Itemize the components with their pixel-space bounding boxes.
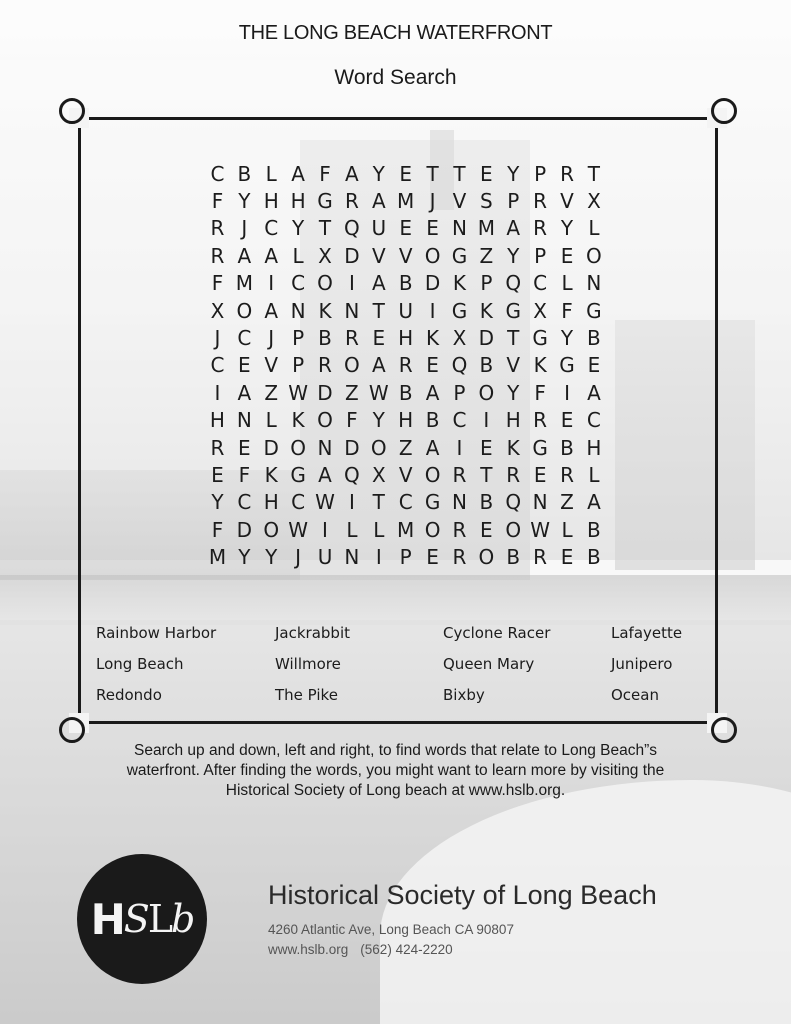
- grid-letter: E: [238, 353, 251, 378]
- grid-letter: O: [424, 462, 441, 487]
- grid-letter: B: [560, 435, 574, 460]
- word-search-grid: [204, 160, 607, 571]
- grid-letter: W: [288, 380, 308, 405]
- grid-row: [204, 270, 607, 297]
- org-website-link[interactable]: www.hslb.org: [268, 942, 349, 957]
- grid-letter: X: [452, 326, 467, 351]
- grid-letter: K: [318, 298, 332, 323]
- grid-letter: T: [372, 298, 385, 323]
- word-list-item: Long Beach: [96, 655, 184, 673]
- frame-corner: [707, 713, 727, 733]
- grid-letter: G: [532, 435, 548, 460]
- grid-letter: A: [425, 380, 440, 405]
- grid-letter: L: [292, 243, 304, 268]
- grid-letter: R: [506, 462, 521, 487]
- grid-letter: D: [317, 380, 333, 405]
- word-list-item: Queen Mary: [443, 655, 535, 673]
- grid-letter: E: [238, 435, 251, 460]
- frame-corner: [707, 108, 727, 128]
- grid-letter: P: [453, 380, 466, 405]
- grid-letter: R: [452, 545, 467, 570]
- grid-letter: K: [533, 353, 547, 378]
- grid-letter: R: [344, 326, 359, 351]
- grid-letter: O: [344, 353, 360, 378]
- grid-letter: E: [211, 462, 224, 487]
- grid-letter: O: [505, 517, 522, 542]
- grid-letter: J: [268, 326, 275, 351]
- grid-letter: Y: [238, 189, 251, 214]
- grid-letter: K: [479, 298, 493, 323]
- grid-letter: G: [451, 298, 468, 323]
- grid-letter: E: [426, 545, 439, 570]
- grid-letter: G: [505, 298, 521, 323]
- grid-letter: E: [372, 326, 386, 351]
- word-list-item: Rainbow Harbor: [96, 624, 217, 642]
- grid-letter: B: [479, 353, 494, 378]
- grid-letter: L: [265, 408, 277, 433]
- grid-letter: I: [429, 298, 436, 323]
- grid-letter: M: [477, 216, 495, 241]
- grid-letter: P: [507, 189, 520, 214]
- grid-letter: R: [452, 462, 467, 487]
- grid-letter: F: [319, 161, 331, 186]
- grid-letter: Y: [238, 545, 251, 570]
- grid-letter: E: [426, 353, 439, 378]
- grid-letter: T: [426, 161, 439, 186]
- grid-letter: D: [263, 435, 279, 460]
- grid-letter: Z: [398, 435, 413, 460]
- grid-letter: Q: [505, 271, 522, 296]
- org-address: 4260 Atlantic Ave, Long Beach CA 90807: [268, 922, 514, 937]
- grid-letter: Y: [507, 161, 520, 186]
- grid-letter: X: [318, 243, 332, 268]
- grid-letter: K: [291, 408, 305, 433]
- grid-letter: O: [236, 298, 253, 323]
- grid-letter: B: [587, 545, 601, 570]
- word-list-item: Lafayette: [611, 624, 683, 642]
- grid-letter: O: [478, 545, 495, 570]
- grid-letter: Y: [560, 216, 574, 241]
- grid-letter: P: [292, 353, 305, 378]
- grid-letter: N: [344, 545, 360, 570]
- grid-letter: Y: [372, 161, 385, 186]
- instructions-line: waterfront. After finding the words, you might want to learn more by visiting the: [126, 762, 665, 779]
- grid-letter: J: [295, 545, 302, 570]
- instructions-text: [40, 741, 751, 801]
- grid-row: [204, 379, 607, 406]
- word-list-item: Ocean: [611, 686, 659, 704]
- grid-letter: R: [210, 435, 225, 460]
- grid-letter: C: [291, 271, 306, 296]
- grid-letter: D: [478, 326, 495, 351]
- grid-letter: U: [398, 298, 413, 323]
- grid-letter: A: [371, 189, 386, 214]
- grid-letter: L: [346, 517, 358, 542]
- grid-letter: N: [236, 408, 252, 433]
- grid-letter: R: [210, 216, 225, 241]
- grid-letter: L: [588, 462, 600, 487]
- grid-letter: X: [533, 298, 547, 323]
- grid-letter: E: [560, 545, 574, 570]
- grid-letter: A: [425, 435, 440, 460]
- grid-letter: M: [397, 517, 415, 542]
- grid-letter: O: [317, 271, 333, 296]
- grid-letter: E: [560, 408, 574, 433]
- grid-letter: E: [480, 435, 493, 460]
- page-title: THE LONG BEACH WATERFRONT: [238, 22, 553, 44]
- grid-letter: L: [588, 216, 600, 241]
- grid-letter: V: [560, 189, 574, 214]
- grid-letter: R: [533, 408, 548, 433]
- grid-row: [204, 324, 607, 351]
- grid-letter: N: [290, 298, 306, 323]
- grid-letter: Q: [505, 490, 522, 515]
- grid-row: [204, 489, 607, 516]
- grid-letter: B: [587, 517, 601, 542]
- grid-letter: B: [587, 326, 601, 351]
- grid-row: [204, 242, 607, 269]
- grid-letter: P: [480, 271, 493, 296]
- grid-letter: Y: [507, 380, 520, 405]
- grid-letter: N: [451, 490, 467, 515]
- grid-letter: X: [587, 189, 601, 214]
- grid-letter: W: [530, 517, 551, 542]
- logo-letter: S: [123, 897, 148, 941]
- word-list-item: Cyclone Racer: [443, 624, 551, 642]
- grid-letter: C: [210, 353, 225, 378]
- page-subtitle: Word Search: [334, 66, 457, 89]
- grid-letter: Q: [344, 462, 360, 487]
- grid-letter: K: [452, 271, 467, 296]
- grid-letter: T: [318, 216, 332, 241]
- word-list-item: Redondo: [96, 686, 162, 704]
- grid-letter: C: [237, 326, 252, 351]
- grid-letter: I: [564, 380, 570, 405]
- grid-letter: E: [587, 353, 601, 378]
- grid-letter: T: [453, 161, 466, 186]
- grid-letter: Z: [264, 380, 279, 405]
- grid-letter: A: [345, 161, 359, 186]
- grid-letter: Y: [265, 545, 278, 570]
- grid-letter: O: [586, 243, 602, 268]
- grid-letter: C: [533, 271, 548, 296]
- grid-letter: I: [348, 271, 355, 296]
- frame-corner: [69, 108, 89, 128]
- grid-letter: I: [348, 490, 355, 515]
- grid-letter: Z: [345, 380, 359, 405]
- instructions-line: Search up and down, left and right, to find words that relate to Long Beach”s: [133, 742, 658, 759]
- grid-letter: G: [451, 243, 468, 268]
- grid-letter: T: [587, 161, 601, 186]
- grid-letter: H: [398, 326, 414, 351]
- grid-letter: H: [263, 490, 279, 515]
- logo-letter: L: [147, 897, 172, 941]
- grid-letter: F: [534, 380, 546, 405]
- grid-letter: W: [288, 517, 308, 542]
- grid-letter: A: [371, 271, 386, 296]
- grid-letter: R: [210, 243, 225, 268]
- grid-letter: P: [399, 545, 412, 570]
- grid-letter: C: [264, 216, 279, 241]
- grid-letter: M: [397, 189, 415, 214]
- frame-corner: [69, 713, 89, 733]
- grid-letter: T: [480, 462, 493, 487]
- grid-letter: R: [533, 545, 548, 570]
- word-list-item: Jackrabbit: [275, 624, 350, 642]
- grid-letter: H: [398, 408, 414, 433]
- grid-letter: Q: [451, 353, 468, 378]
- grid-letter: F: [346, 408, 358, 433]
- grid-row: [204, 461, 607, 488]
- grid-letter: F: [238, 462, 251, 487]
- grid-letter: R: [560, 161, 574, 186]
- grid-letter: I: [375, 545, 382, 570]
- grid-letter: I: [483, 408, 490, 433]
- grid-letter: B: [425, 408, 440, 433]
- grid-letter: Q: [344, 216, 360, 241]
- grid-letter: D: [344, 243, 360, 268]
- grid-letter: E: [480, 517, 493, 542]
- grid-row: [204, 160, 607, 187]
- grid-letter: O: [290, 435, 306, 460]
- grid-letter: R: [318, 353, 332, 378]
- grid-letter: I: [268, 271, 275, 296]
- grid-letter: R: [344, 189, 359, 214]
- grid-letter: F: [561, 298, 573, 323]
- grid-row: [204, 187, 607, 214]
- grid-letter: O: [424, 243, 441, 268]
- grid-letter: A: [237, 243, 252, 268]
- grid-letter: B: [479, 490, 494, 515]
- grid-letter: Y: [507, 243, 520, 268]
- grid-letter: W: [368, 380, 389, 405]
- grid-row: [204, 407, 607, 434]
- grid-letter: B: [237, 161, 252, 186]
- grid-letter: Y: [211, 490, 224, 515]
- grid-letter: U: [317, 545, 333, 570]
- grid-row: [204, 215, 607, 242]
- grid-letter: I: [456, 435, 463, 460]
- grid-letter: P: [292, 326, 305, 351]
- grid-letter: M: [235, 271, 253, 296]
- grid-letter: V: [452, 189, 467, 214]
- grid-letter: Y: [372, 408, 385, 433]
- grid-letter: Z: [560, 490, 574, 515]
- grid-letter: H: [290, 189, 306, 214]
- grid-letter: B: [398, 271, 413, 296]
- grid-letter: T: [507, 326, 520, 351]
- grid-letter: H: [263, 189, 279, 214]
- grid-letter: R: [452, 517, 467, 542]
- grid-letter: E: [426, 216, 439, 241]
- grid-letter: O: [478, 380, 495, 405]
- grid-letter: A: [264, 298, 279, 323]
- grid-letter: L: [561, 271, 573, 296]
- grid-row: [204, 434, 607, 461]
- grid-letter: N: [532, 490, 548, 515]
- grid-letter: T: [372, 490, 385, 515]
- word-list: [96, 620, 706, 720]
- grid-letter: A: [371, 353, 386, 378]
- grid-letter: C: [398, 490, 413, 515]
- grid-letter: E: [480, 161, 493, 186]
- grid-row: [204, 543, 607, 570]
- logo-letter: b: [171, 897, 194, 941]
- grid-letter: C: [586, 408, 601, 433]
- grid-letter: G: [586, 298, 602, 323]
- grid-letter: N: [451, 216, 467, 241]
- grid-letter: R: [398, 353, 413, 378]
- grid-letter: V: [398, 462, 413, 487]
- grid-letter: A: [587, 490, 601, 515]
- instructions-line: Historical Society of Long beach at www.hslb.org.: [225, 782, 566, 799]
- grid-letter: E: [399, 161, 412, 186]
- grid-letter: C: [291, 490, 306, 515]
- grid-letter: V: [264, 353, 279, 378]
- grid-letter: E: [533, 462, 547, 487]
- grid-letter: G: [559, 353, 575, 378]
- grid-letter: V: [371, 243, 386, 268]
- grid-letter: L: [373, 517, 385, 542]
- grid-letter: O: [317, 408, 333, 433]
- grid-letter: I: [322, 517, 328, 542]
- logo-letters: [77, 854, 207, 984]
- grid-letter: C: [237, 490, 252, 515]
- grid-letter: A: [506, 216, 521, 241]
- grid-letter: V: [398, 243, 413, 268]
- grid-letter: C: [210, 161, 225, 186]
- hslb-logo: [77, 854, 207, 984]
- grid-letter: K: [426, 326, 440, 351]
- grid-letter: I: [214, 380, 221, 405]
- grid-letter: A: [318, 462, 332, 487]
- grid-letter: M: [208, 545, 227, 570]
- grid-letter: X: [371, 462, 386, 487]
- grid-letter: L: [265, 161, 277, 186]
- grid-row: [204, 297, 607, 324]
- grid-letter: Y: [292, 216, 305, 241]
- grid-row: [204, 516, 607, 543]
- grid-letter: G: [424, 490, 441, 515]
- word-list-item: Bixby: [443, 686, 485, 704]
- grid-letter: N: [586, 271, 602, 296]
- grid-letter: B: [506, 545, 521, 570]
- logo-letter: H: [90, 894, 124, 944]
- grid-letter: S: [480, 189, 493, 214]
- grid-letter: N: [317, 435, 333, 460]
- org-phone: (562) 424-2220: [360, 942, 453, 957]
- grid-letter: D: [236, 517, 253, 542]
- word-list-item: Junipero: [611, 655, 673, 673]
- grid-letter: P: [534, 161, 547, 186]
- org-name: Historical Society of Long Beach: [268, 880, 657, 910]
- grid-letter: E: [560, 243, 574, 268]
- grid-letter: R: [560, 462, 574, 487]
- grid-letter: D: [424, 271, 441, 296]
- grid-letter: O: [263, 517, 280, 542]
- grid-letter: E: [399, 216, 412, 241]
- grid-letter: C: [452, 408, 467, 433]
- grid-letter: O: [424, 517, 441, 542]
- grid-letter: D: [344, 435, 360, 460]
- grid-letter: V: [506, 353, 521, 378]
- grid-letter: R: [533, 189, 548, 214]
- grid-letter: P: [534, 243, 547, 268]
- grid-letter: J: [241, 216, 248, 241]
- grid-letter: O: [370, 435, 387, 460]
- grid-letter: G: [290, 462, 306, 487]
- grid-letter: H: [505, 408, 521, 433]
- grid-letter: A: [291, 161, 305, 186]
- grid-letter: G: [532, 326, 548, 351]
- grid-letter: N: [344, 298, 360, 323]
- grid-letter: G: [317, 189, 333, 214]
- grid-letter: R: [533, 216, 548, 241]
- grid-letter: H: [209, 408, 225, 433]
- grid-letter: W: [315, 490, 335, 515]
- grid-letter: J: [214, 326, 221, 351]
- grid-row: [204, 352, 607, 379]
- grid-letter: Z: [479, 243, 494, 268]
- grid-letter: B: [318, 326, 332, 351]
- grid-letter: F: [211, 517, 224, 542]
- grid-letter: A: [237, 380, 252, 405]
- grid-letter: Y: [560, 326, 574, 351]
- grid-letter: K: [264, 462, 278, 487]
- word-list-item: The Pike: [275, 686, 338, 704]
- grid-letter: F: [211, 189, 224, 214]
- grid-letter: J: [429, 189, 436, 214]
- grid-letter: A: [264, 243, 279, 268]
- grid-letter: X: [210, 298, 225, 323]
- grid-letter: K: [506, 435, 520, 460]
- grid-letter: A: [587, 380, 601, 405]
- grid-letter: B: [398, 380, 413, 405]
- grid-letter: H: [586, 435, 602, 460]
- grid-letter: F: [211, 271, 224, 296]
- org-contact: [268, 942, 453, 957]
- word-list-item: Willmore: [275, 655, 341, 673]
- grid-letter: L: [561, 517, 573, 542]
- grid-letter: U: [371, 216, 387, 241]
